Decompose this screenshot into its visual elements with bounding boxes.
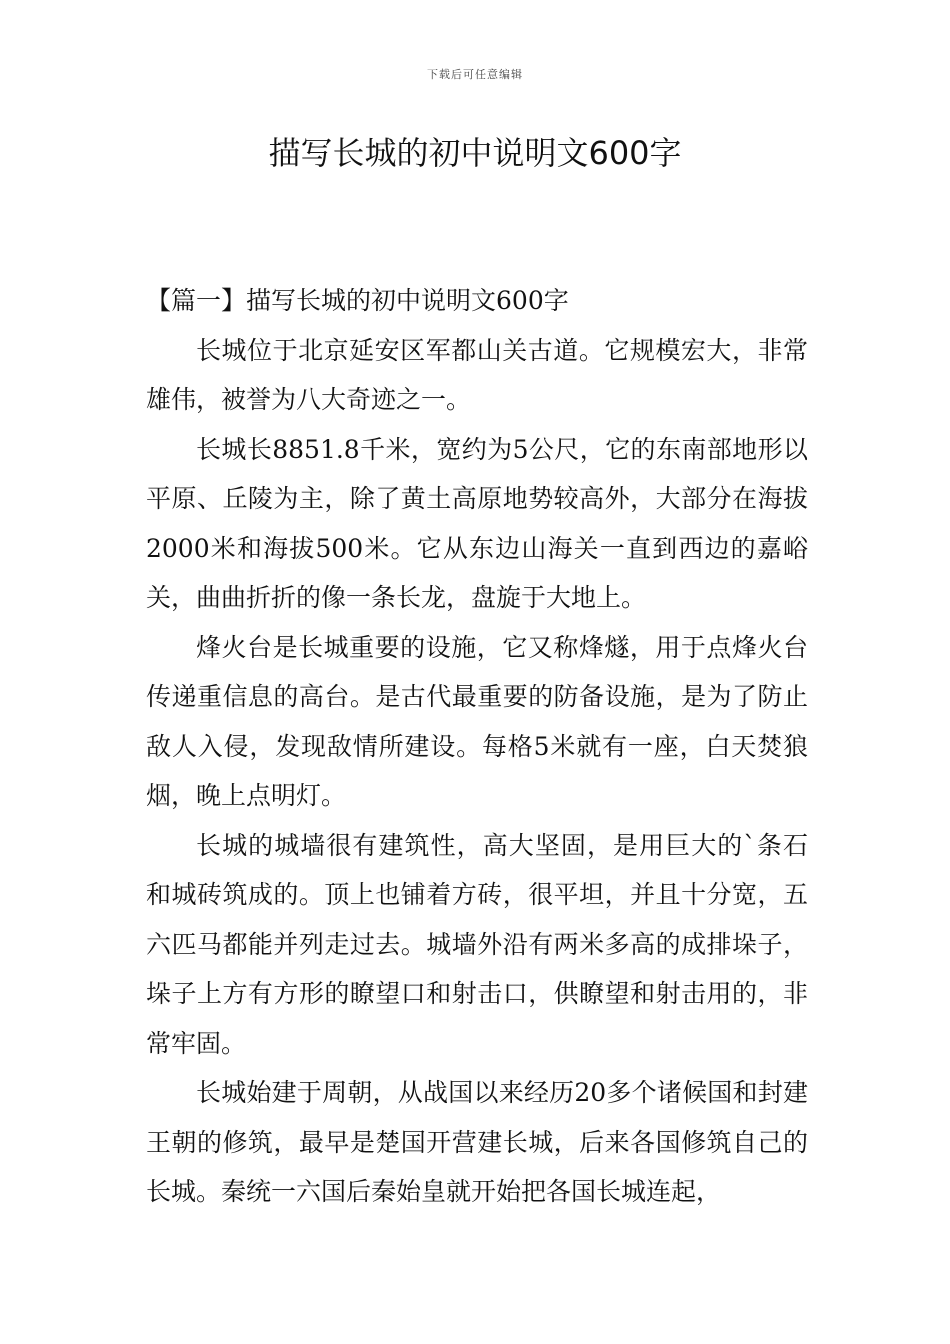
- section-heading: 【篇一】描写长城的初中说明文600字: [146, 286, 569, 315]
- paragraph-history: 长城始建于周朝，从战国以来经历20多个诸候国和封建王朝的修筑，最早是楚国开营建长城，后来各国修筑自己的长城。秦统一六国后秦始皇就开始把各国长城连起，: [146, 1078, 808, 1206]
- header-note: 下载后可任意编辑: [427, 68, 523, 81]
- paragraph-location: 长城位于北京延安区军都山关古道。它规模宏大，非常雄伟，被誉为八大奇迹之一。: [146, 335, 808, 414]
- paragraph-wall-structure: 长城的城墙很有建筑性，高大坚固，是用巨大的`条石和城砖筑成的。顶上也铺着方砖，很平坦，并且十分宽，五六匹马都能并列走过去。城墙外沿有两米多高的成排垛子，垛子上方有方形的瞭望口和射击口，供瞭望和射击用的，非常牢固。: [146, 830, 808, 1058]
- paragraph-length: 长城长8851.8千米，宽约为5公尺，它的东南部地形以平原、丘陵为主，除了黄土高原地势较高外，大部分在海拔2000米和海拔500米。它从东边山海关一直到西边的嘉峪关，曲曲折折的像一条长龙，盘旋于大地上。: [146, 434, 808, 612]
- document-title: 描写长城的初中说明文600字: [268, 134, 682, 172]
- document-body: [146, 276, 808, 1217]
- paragraph-beacon-tower: 烽火台是长城重要的设施，它又称烽燧，用于点烽火台传递重信息的高台。是古代最重要的防备设施，是为了防止敌人入侵，发现敌情所建设。每格5米就有一座，白天焚狼烟，晚上点明灯。: [146, 632, 808, 810]
